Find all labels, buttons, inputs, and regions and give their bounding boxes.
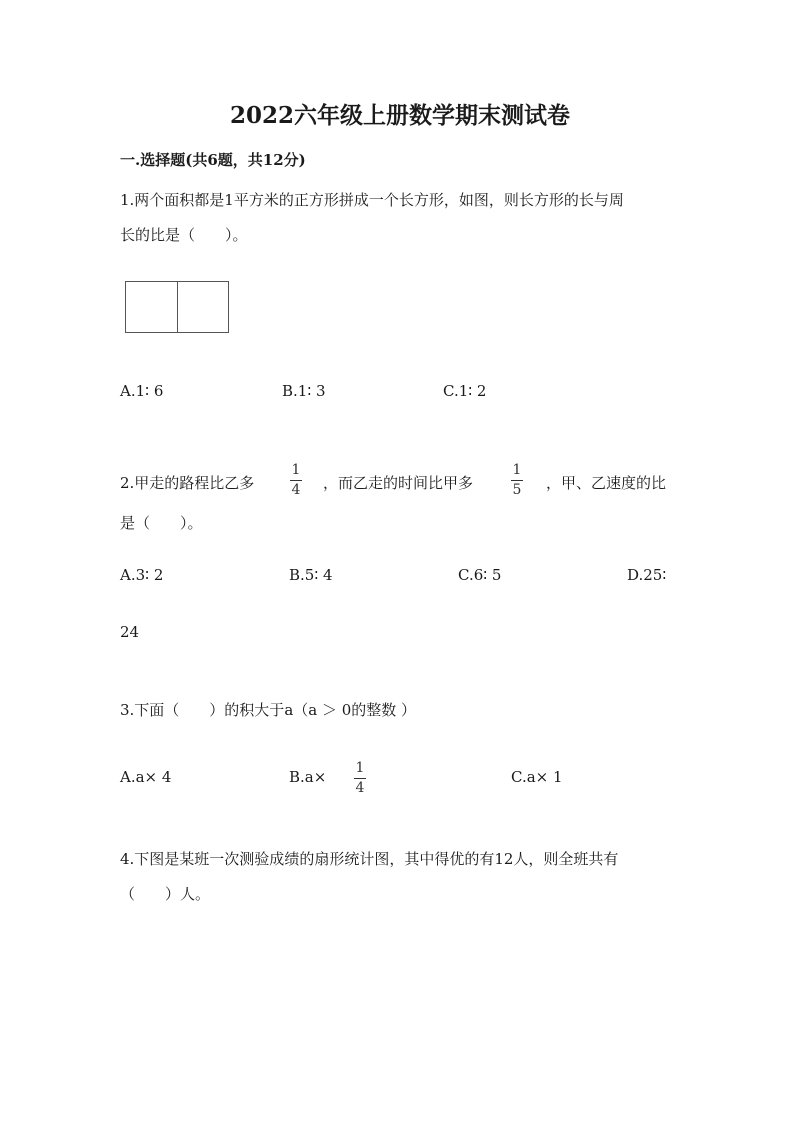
square-divider bbox=[177, 282, 178, 332]
question-4-line-1: 4.下图是某班一次测验成绩的扇形统计图，其中得优的有12人，则全班共有 bbox=[120, 850, 619, 868]
question-2-option-d: D.25∶ bbox=[627, 566, 667, 584]
fraction-denominator: 5 bbox=[512, 482, 522, 498]
two-squares-figure bbox=[125, 281, 229, 333]
fraction-one-quarter-option bbox=[354, 761, 366, 795]
question-2-text-part-1: 2.甲走的路程比乙多 bbox=[120, 474, 255, 492]
fraction-bar bbox=[290, 480, 302, 481]
fraction-numerator: 1 bbox=[291, 462, 301, 478]
question-2-option-a: A.3∶ 2 bbox=[120, 566, 164, 584]
fraction-bar bbox=[511, 480, 523, 481]
fraction-numerator: 1 bbox=[512, 462, 522, 478]
page-title: 2022六年级上册数学期末测试卷 bbox=[229, 102, 570, 129]
question-1-option-b: B.1∶ 3 bbox=[282, 382, 326, 400]
question-2-text-part-2: ，而乙走的时间比甲多 bbox=[323, 474, 474, 492]
question-2-option-b: B.5∶ 4 bbox=[289, 566, 333, 584]
question-3-text: 3.下面（ ）的积大于a（a ＞ 0的整数 ） bbox=[120, 701, 417, 719]
fraction-numerator: 1 bbox=[355, 760, 365, 776]
question-2-option-c: C.6∶ 5 bbox=[458, 566, 502, 584]
fraction-bar bbox=[354, 778, 366, 779]
question-3-option-c: C.a× 1 bbox=[511, 768, 563, 786]
question-2-text-part-3: ，甲、乙速度的比 bbox=[546, 474, 667, 492]
question-4-line-2: （ ）人。 bbox=[120, 885, 211, 903]
question-2-line-2: 是（ ）。 bbox=[120, 514, 203, 532]
question-1-option-a: A.1∶ 6 bbox=[120, 382, 164, 400]
fraction-denominator: 4 bbox=[355, 780, 365, 796]
question-1-option-c: C.1∶ 2 bbox=[443, 382, 487, 400]
question-2-option-d-continued: 24 bbox=[120, 623, 140, 641]
section-heading: 一.选择题(共6题，共12分) bbox=[120, 151, 306, 169]
fraction-denominator: 4 bbox=[291, 482, 301, 498]
question-3-option-a: A.a× 4 bbox=[120, 768, 172, 786]
fraction-one-fifth bbox=[511, 463, 523, 497]
fraction-one-quarter bbox=[290, 463, 302, 497]
question-3-option-b: B.a× bbox=[289, 768, 327, 786]
question-1-line-2: 长的比是（ ）。 bbox=[120, 226, 248, 244]
question-1-line-1: 1.两个面积都是1平方米的正方形拼成一个长方形，如图，则长方形的长与周 bbox=[120, 191, 624, 209]
